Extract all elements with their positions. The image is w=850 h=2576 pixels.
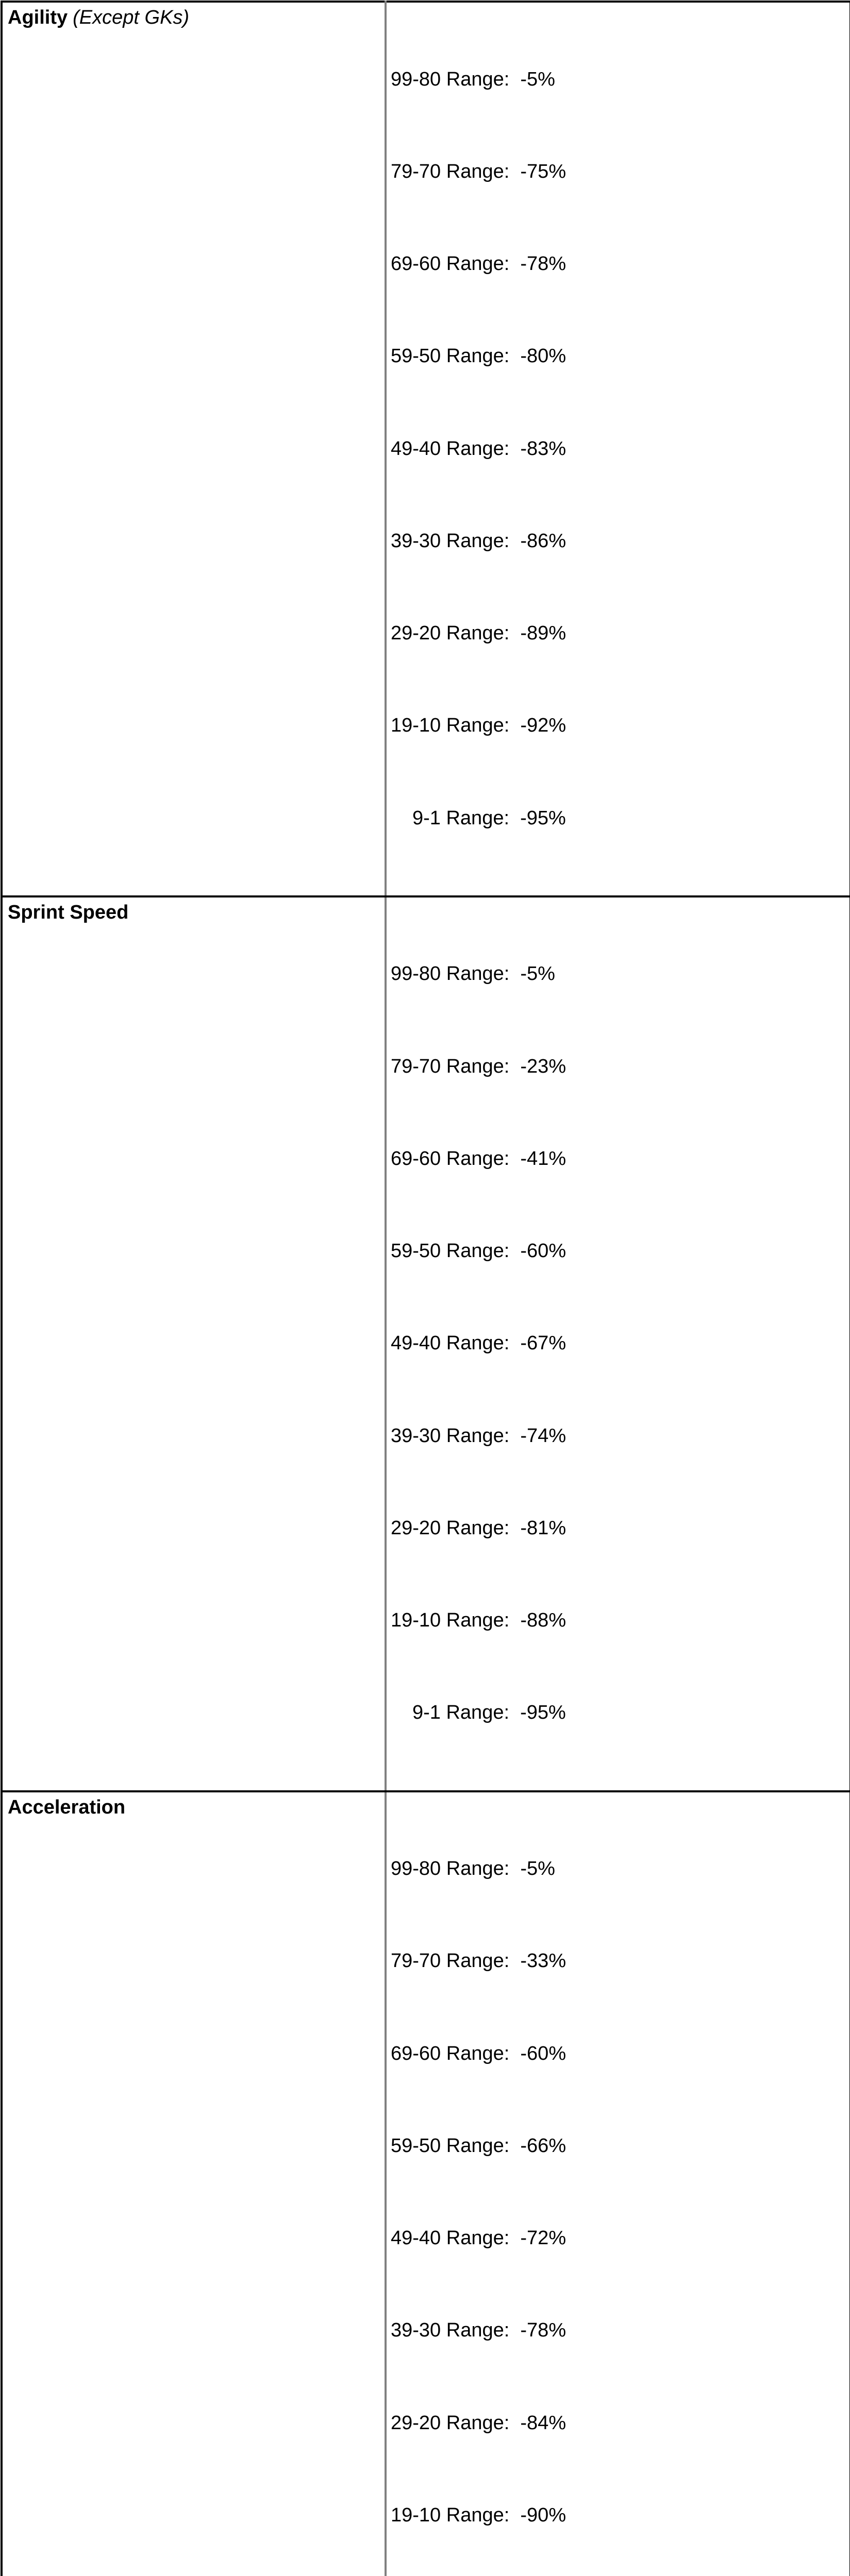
attribute-modifier-sheet [0, 1, 850, 1512]
range-list [386, 2, 850, 896]
range-value: 29-20 Range: -89% [391, 618, 849, 649]
range-value: 9-1 Range: -95% [391, 1698, 849, 1728]
range-value: 49-40 Range: -72% [391, 2223, 849, 2254]
attribute-cell [2, 1791, 386, 2576]
range-value: 59-50 Range: -66% [391, 2131, 849, 2162]
range-value: 99-80 Range: -5% [391, 1854, 849, 1885]
range-value: 39-30 Range: -86% [391, 526, 849, 557]
attribute-name: Acceleration [8, 1797, 125, 1818]
range-value: 49-40 Range: -67% [391, 1328, 849, 1359]
range-value: 9-1 Range: -95% [391, 803, 849, 834]
range-value: 69-60 Range: -60% [391, 2039, 849, 2070]
table-row-acceleration [2, 1791, 850, 2576]
range-value: 79-70 Range: -75% [391, 157, 849, 188]
range-value: 19-10 Range: -92% [391, 710, 849, 741]
table-row-sprint-speed [2, 896, 850, 1791]
range-value: 49-40 Range: -83% [391, 434, 849, 465]
range-value: 29-20 Range: -81% [391, 1513, 849, 1544]
range-value: 99-80 Range: -5% [391, 64, 849, 95]
range-value: 39-30 Range: -78% [391, 2315, 849, 2346]
attribute-modifier-table [1, 1, 850, 2576]
range-value: 19-10 Range: -88% [391, 1605, 849, 1636]
range-value: 39-30 Range: -74% [391, 1421, 849, 1452]
table-row-agility [2, 2, 850, 896]
attribute-cell [2, 896, 386, 1791]
range-list [386, 1791, 850, 2576]
attribute-name: Agility [8, 7, 68, 28]
range-list [386, 896, 850, 1791]
range-value: 19-10 Range: -90% [391, 2500, 849, 2531]
range-value: 99-80 Range: -5% [391, 959, 849, 990]
attribute-name: Sprint Speed [8, 902, 128, 923]
attribute-cell [2, 2, 386, 896]
range-value: 79-70 Range: -33% [391, 1946, 849, 1977]
range-value: 69-60 Range: -78% [391, 249, 849, 280]
range-value: 29-20 Range: -84% [391, 2408, 849, 2439]
range-value: 69-60 Range: -41% [391, 1144, 849, 1175]
range-value: 59-50 Range: -80% [391, 341, 849, 372]
range-value: 59-50 Range: -60% [391, 1236, 849, 1267]
range-value: 79-70 Range: -23% [391, 1052, 849, 1082]
attribute-note: (Except GKs) [73, 7, 189, 28]
